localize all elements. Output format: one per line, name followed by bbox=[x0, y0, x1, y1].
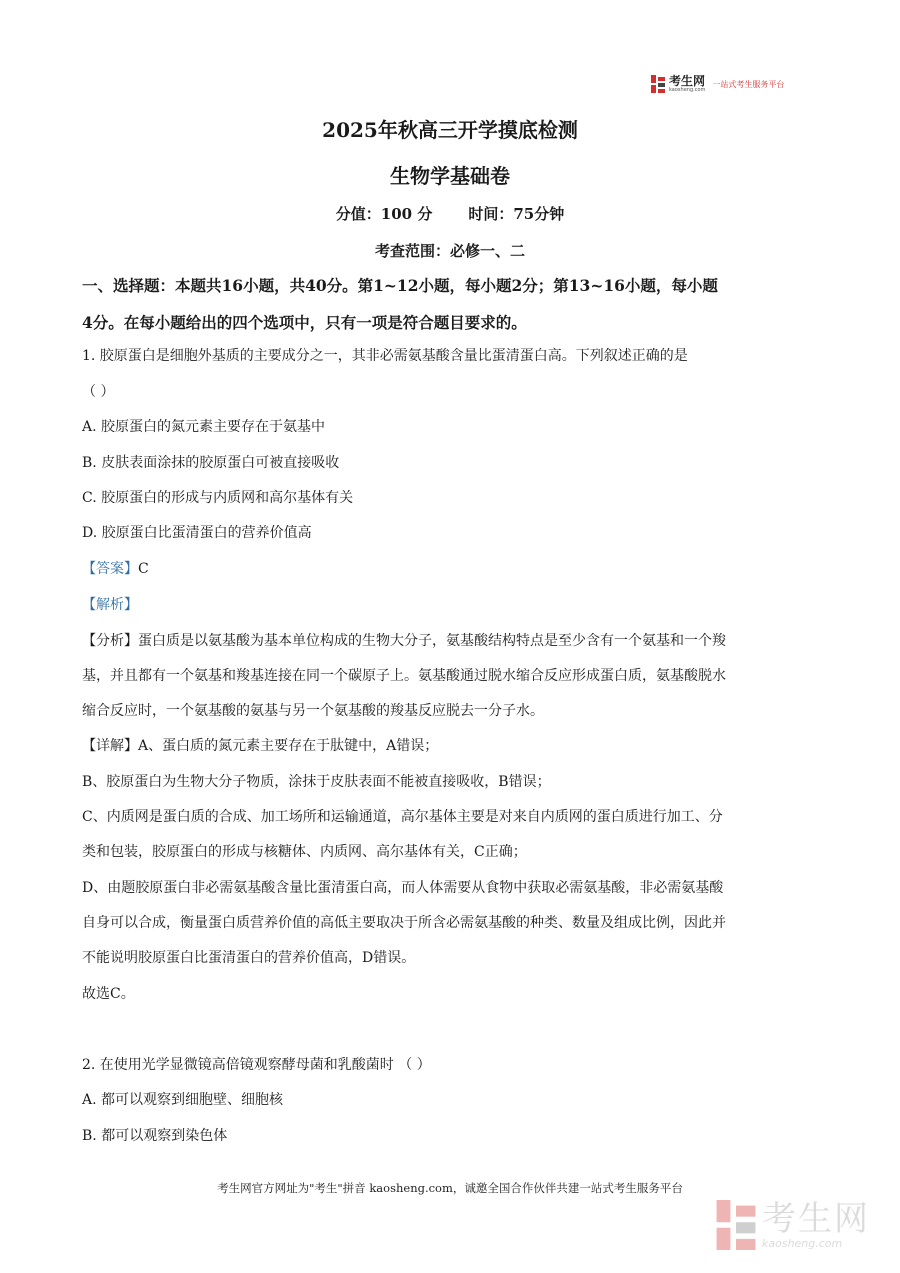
q1-stem: 1. 胶原蛋白是细胞外基质的主要成分之一，其非必需氨基酸含量比蛋清蛋白高。下列叙述正确的是 bbox=[82, 348, 688, 364]
xiangjie-line-6: 自身可以合成，衡量蛋白质营养价值的高低主要取决于所含必需氨基酸的种类、数量及组成比例，因此并 bbox=[82, 915, 726, 931]
watermark bbox=[716, 1200, 870, 1250]
xiangjie-line-1: 【详解】A、蛋白质的氮元素主要存在于肽键中，A错误； bbox=[82, 738, 439, 754]
brand-logo bbox=[651, 73, 784, 95]
exam-meta bbox=[0, 203, 900, 224]
exam-scope: 考查范围：必修一、二 bbox=[374, 242, 525, 260]
xiangjie-line-5: D、由题胶原蛋白非必需氨基酸含量比蛋清蛋白高，而人体需要从食物中获取必需氨基酸，非必需氨基酸 bbox=[82, 880, 724, 896]
exam-subtitle: 生物学基础卷 bbox=[390, 164, 510, 188]
answer-label: 【答案】 bbox=[82, 561, 138, 577]
analysis-label: 【解析】 bbox=[82, 597, 138, 613]
fenxi-line-1: 【分析】蛋白质是以氨基酸为基本单位构成的生物大分子，氨基酸结构特点是至少含有一个氨基和一个羧 bbox=[82, 633, 726, 649]
q1-option-c: C. 胶原蛋白的形成与内质网和高尔基体有关 bbox=[82, 490, 354, 506]
q1-option-b: B. 皮肤表面涂抹的胶原蛋白可被直接吸收 bbox=[82, 455, 340, 471]
fenxi-line-2: 基，并且都有一个氨基和羧基连接在同一个碳原子上。氨基酸通过脱水缩合反应形成蛋白质，氨基酸脱水 bbox=[82, 668, 726, 684]
fenxi-line-3: 缩合反应时，一个氨基酸的氨基与另一个氨基酸的羧基反应脱去一分子水。 bbox=[82, 703, 544, 719]
logo-domain: kaosheng.com bbox=[669, 87, 706, 93]
q2-stem: 2. 在使用光学显微镜高倍镜观察酵母菌和乳酸菌时 （ ） bbox=[82, 1057, 431, 1073]
exam-time: 时间：75分钟 bbox=[468, 205, 565, 223]
watermark-domain: kaosheng.com bbox=[762, 1236, 843, 1250]
xiangjie-line-4: 类和包装，胶原蛋白的形成与核糖体、内质网、高尔基体有关，C正确； bbox=[82, 844, 527, 860]
logo-name: 考生网 bbox=[669, 74, 706, 88]
logo-slogan: 一站式考生服务平台 bbox=[712, 79, 785, 89]
q1-option-d: D. 胶原蛋白比蛋清蛋白的营养价值高 bbox=[82, 525, 312, 541]
q2-option-a: A. 都可以观察到细胞壁、细胞核 bbox=[82, 1092, 284, 1108]
q2-option-b: B. 都可以观察到染色体 bbox=[82, 1128, 228, 1144]
kaosheng-logo-icon bbox=[651, 75, 665, 93]
watermark-logo-icon bbox=[716, 1200, 756, 1250]
q1-conclusion: 故选C。 bbox=[82, 986, 135, 1002]
watermark-name: 考生网 bbox=[762, 1198, 870, 1239]
q1-answer bbox=[82, 558, 149, 578]
xiangjie-line-7: 不能说明胶原蛋白比蛋清蛋白的营养价值高，D错误。 bbox=[82, 950, 416, 966]
xiangjie-line-2: B、胶原蛋白为生物大分子物质，涂抹于皮肤表面不能被直接吸收，B错误； bbox=[82, 774, 551, 790]
section-heading-line-2: 4分。在每小题给出的四个选项中，只有一项是符合题目要求的。 bbox=[82, 313, 527, 332]
q1-bracket: （ ） bbox=[82, 384, 115, 400]
section-heading-line-1: 一、选择题：本题共16小题，共40分。第1~12小题，每小题2分；第13~16小题，每小题 bbox=[82, 276, 718, 295]
exam-title: 2025年秋高三开学摸底检测 bbox=[322, 118, 578, 142]
exam-score: 分值：100 分 bbox=[335, 205, 433, 223]
xiangjie-line-3: C、内质网是蛋白质的合成、加工场所和运输通道，高尔基体主要是对来自内质网的蛋白质进行加工、分 bbox=[82, 809, 723, 825]
answer-value: C bbox=[138, 561, 149, 577]
q1-option-a: A. 胶原蛋白的氮元素主要存在于氨基中 bbox=[82, 419, 326, 435]
footer-text: 考生网官方网址为"考生"拼音 kaosheng.com，诚邀全国合作伙伴共建一站式考生服务平台 bbox=[217, 1181, 683, 1195]
